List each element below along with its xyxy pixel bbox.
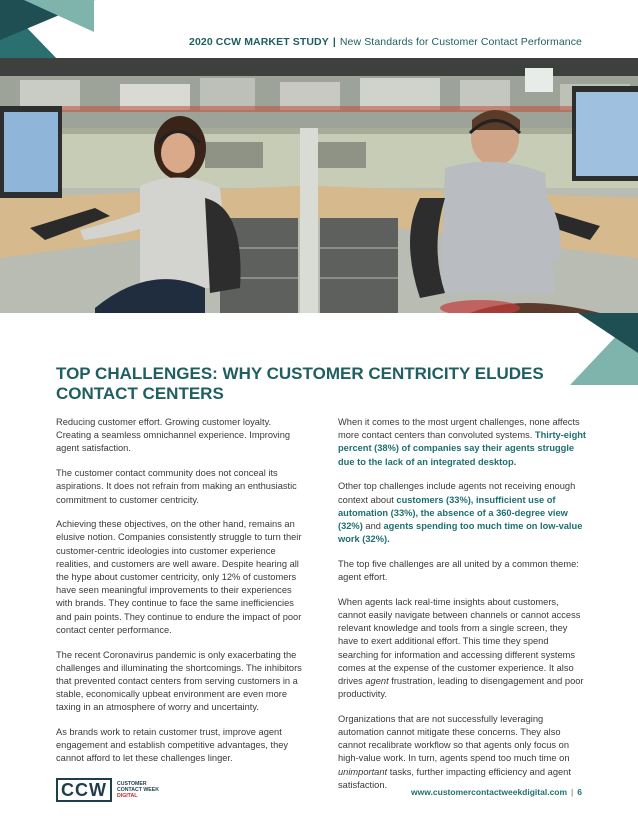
footer xyxy=(411,787,582,797)
paragraph xyxy=(338,713,588,792)
header-separator: | xyxy=(332,36,336,48)
call-center-photo xyxy=(0,58,638,313)
logo-line: DIGITAL xyxy=(117,793,138,799)
emphasis: agent xyxy=(365,675,389,686)
corner-decoration-dark-right xyxy=(578,313,638,353)
page-title: TOP CHALLENGES: WHY CUSTOMER CENTRICITY ELUDES CONTACT CENTERS xyxy=(56,364,544,403)
paragraph: The recent Coronavirus pandemic is only exacerbating the challenges and illuminating the shortcomings. The inhibitors that prevented contact centers from serving customers in a stable, economically upbeat environment are even more taxing in an atmosphere of worry and uncertainty. xyxy=(56,649,302,713)
website-link[interactable]: www.customercontactweekdigital.com xyxy=(411,787,568,797)
logo-mark: CCW xyxy=(56,778,112,802)
right-column xyxy=(338,416,588,804)
call-center-illustration xyxy=(0,58,638,313)
paragraph: The customer contact community does not conceal its aspirations. It does not refrain from making an enthusiastic commitment to customer centricity. xyxy=(56,468,297,505)
emphasis: unimportant xyxy=(338,766,388,777)
text-run: tasks, further impacting efficiency and agent satisfaction. xyxy=(338,766,571,790)
text-run: When it comes to the most urgent challenges, none affects more contact centers than convoluted systems. xyxy=(338,417,580,441)
ccw-logo xyxy=(56,778,159,802)
logo-line: CUSTOMER xyxy=(117,781,147,787)
corner-decoration-light xyxy=(24,0,94,32)
logo-wordmark xyxy=(117,781,159,799)
left-column xyxy=(56,416,303,777)
paragraph: Achieving these objectives, on the other hand, remains an elusive notion. Companies consistently struggle to turn their customer-centric ideologies into customer experience realities, and customers are well aware. Despite hearing all the hype about customer centricity, only 12% of customers have seen meaningful improvements to their experiences with brands. They continue to face the same inefficiencies and pain points. They continue to endure the impact of poor contact center performance. xyxy=(56,519,302,635)
text-run: Other top challenges include agents not receiving enough context about xyxy=(338,481,576,505)
paragraph xyxy=(338,480,588,546)
paragraph: The top five challenges are all united by a common theme: agent effort. xyxy=(338,558,579,583)
paragraph xyxy=(338,416,588,469)
footer-separator: | xyxy=(571,787,574,797)
text-run: frustration, leading to disengagement and poor productivity. xyxy=(338,675,584,700)
highlighted-stat: customers (33%), insufficient use of automation (33%), the absence of a 360-degree view (32%) xyxy=(338,494,568,531)
text-run: Organizations that are not successfully leveraging automation cannot mitigate these concerns. They also cannot recalibrate workflow so that agents only focus on high-value work. In turn, agents spend too much time on xyxy=(338,713,570,764)
page-number: 6 xyxy=(577,787,582,797)
paragraph: Reducing customer effort. Growing customer loyalty. Creating a seamless omnichannel experience. Improving agent satisfaction. xyxy=(56,417,291,454)
header-subtitle: New Standards for Customer Contact Performance xyxy=(339,36,582,48)
study-label: 2020 CCW MARKET STUDY xyxy=(189,36,329,48)
highlighted-stat: agents spending too much time on low-value work (32%). xyxy=(338,520,583,545)
highlighted-stat: Thirty-eight percent (38%) of companies say their agents struggle due to the lack of an integrated desktop. xyxy=(338,430,587,467)
paragraph: As brands work to retain customer trust, improve agent engagement and establish competitive advantages, they cannot afford to let these challenges linger. xyxy=(56,727,289,764)
text-run: and xyxy=(362,520,384,531)
paragraph xyxy=(338,596,588,702)
text-run: When agents lack real-time insights about customers, cannot easily navigate between channels or cannot access relevant knowledge and tools from a single screen, they have to exert additional effort. This time they spend searching for information and accessing different systems comes at the expense of the customer experience. It also drives xyxy=(338,596,581,686)
logo-line: CONTACT WEEK xyxy=(117,787,159,793)
page-header xyxy=(189,36,582,48)
